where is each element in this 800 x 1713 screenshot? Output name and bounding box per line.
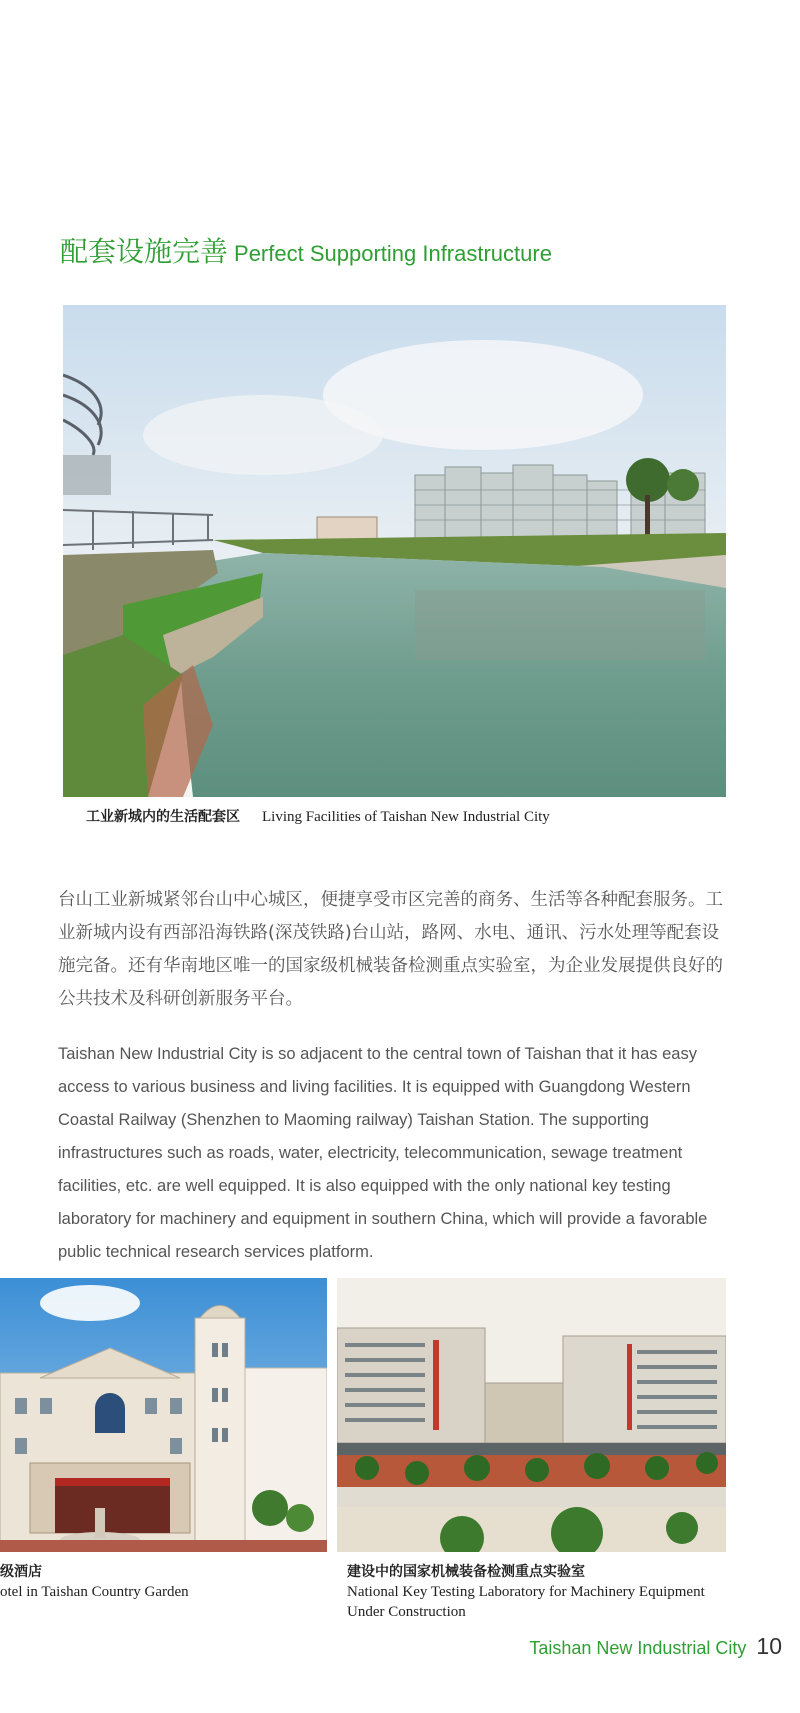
lab-caption-zh: 建设中的国家机械装备检测重点实验室 (347, 1564, 585, 1580)
lab-caption-en: National Key Testing Laboratory for Machinery Equipment Under Construction (347, 1584, 705, 1620)
main-photo-caption (86, 806, 550, 826)
main-caption-en: Living Facilities of Taishan New Industrial City (262, 809, 550, 825)
main-caption-zh: 工业新城内的生活配套区 (86, 809, 240, 825)
body-paragraph-zh: 台山工业新城紧邻台山中心城区，便捷享受市区完善的商务、生活等各种配套服务。工业新城内设有西部沿海铁路(深茂铁路)台山站，路网、水电、通讯、污水处理等配套设施完备。还有华南地区唯一的国家级机械装备检测重点实验室，为企业发展提供良好的公共技术及科研创新服务平台。 (58, 890, 723, 1009)
section-title-zh: 配套设施完善 (60, 235, 229, 268)
hotel-photo (0, 1278, 327, 1552)
hotel-caption-zh: 级酒店 (0, 1564, 42, 1580)
section-heading (60, 235, 552, 268)
body-paragraph-en: Taishan New Industrial City is so adjacent to the central town of Taishan that it has easy access to various business and living facilities. It is equipped with Guangdong Western Coastal Railway (Shenzhen to Maoming railway) Taishan Station. The supporting infrastructures such as roads, water, electricity, telecommunication, sewage treatment facilities, etc. are well equipped. It is also equipped with the only national key testing laboratory for machinery and equipment in southern China, which will provide a favorable public technical research services platform. (58, 1045, 708, 1261)
testing-laboratory-photo (337, 1278, 726, 1552)
lab-photo-caption (347, 1562, 727, 1622)
section-title-en: Perfect Supporting Infrastructure (234, 241, 552, 266)
hotel-caption-en: otel in Taishan Country Garden (0, 1584, 189, 1600)
hotel-photo-caption (0, 1562, 189, 1602)
living-facilities-photo (63, 305, 726, 797)
page-footer (529, 1633, 782, 1660)
footer-publication-name: Taishan New Industrial City (529, 1638, 747, 1658)
page-number: 10 (756, 1633, 782, 1659)
